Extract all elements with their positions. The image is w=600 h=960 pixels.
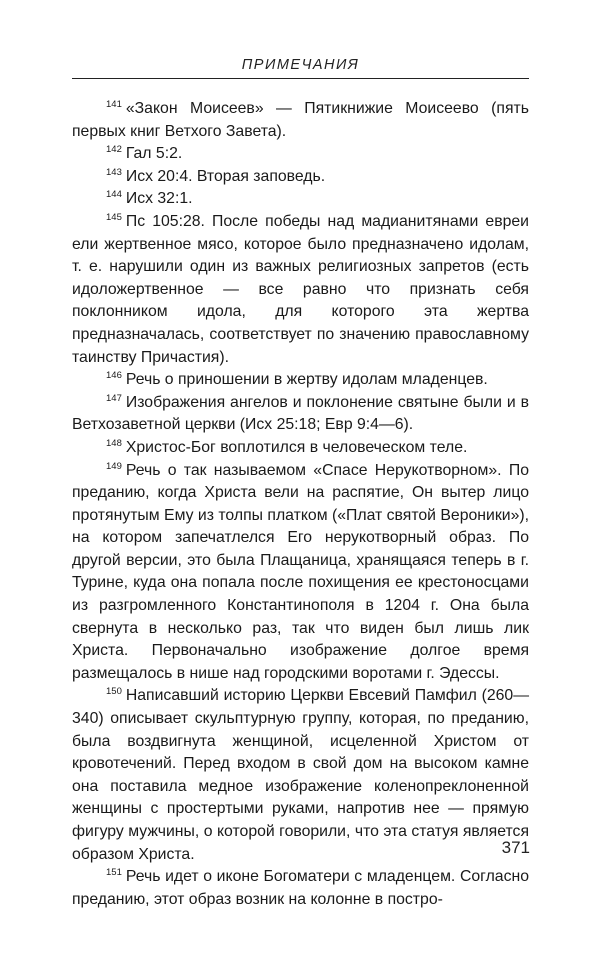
note-text: Пс 105:28. После победы над мадианитянами евреи ели жертвенное мясо, которое было предназначено идолам, т. е. нарушили один из важных религиозных запретов (есть идоложертвенное — все равно что признать себя поклонником идола, для которого эта жертва предназначалась, соответствует по значению православному таинству Причастия).: [72, 212, 529, 366]
note-number: 150: [106, 686, 122, 698]
endnote: [72, 460, 529, 686]
running-head: ПРИМЕЧАНИЯ: [241, 57, 360, 73]
header-rule: [72, 78, 529, 79]
endnote: [72, 211, 529, 369]
endnote: [72, 143, 529, 166]
note-number: 147: [106, 392, 122, 404]
endnote: [72, 685, 529, 866]
endnote: [72, 166, 529, 189]
note-number: 149: [106, 460, 122, 472]
endnote: [72, 866, 529, 911]
note-number: 151: [106, 867, 122, 879]
note-text: «Закон Моисеев» — Пятикнижие Моисеево (пять первых книг Ветхого Завета).: [72, 100, 529, 140]
note-text: Написавший историю Церкви Евсевий Памфил (260—340) описывает скульптурную группу, которая, по преданию, была воздвигнута женщиной, исцеленной Христом от кровотечений. Перед входом в свой дом на высоком камне она поставила медное изображение коленопреклоненной женщины с простертыми руками, напротив нее — прямую фигуру мужчины, о которой говорили, что эта статуя является образом Христа.: [72, 687, 529, 863]
note-number: 141: [106, 99, 122, 110]
note-number: 148: [106, 437, 122, 449]
note-text: Гал 5:2.: [125, 145, 183, 163]
endnote: [72, 437, 529, 460]
endnote: [72, 392, 529, 437]
note-text: Исх 20:4. Вторая заповедь.: [125, 167, 326, 185]
note-text: Речь о так называемом «Спасе Нерукотворном». По преданию, когда Христа вели на распятие, Он вытер лицо протянутым Ему из толпы платком («Плат святой Вероники»), на котором запечатлелся Его нерукотворный образ. По другой версии, это была Плащаница, хранящаяся теперь в г. Турине, куда она попала после похищения ее крестоносцами из разгромленного Константинополя в 1204 г. Она была свернута в несколько раз, так что виден был лишь лик Христа. Первоначально изображение долгое время размещалось в нише над городскими воротами г. Эдессы.: [72, 461, 529, 682]
endnote: [72, 98, 529, 143]
note-number: 142: [106, 144, 122, 156]
note-text: Исх 32:1.: [125, 190, 193, 208]
note-number: 146: [106, 370, 122, 382]
note-number: 145: [106, 211, 122, 223]
endnote: [72, 369, 529, 392]
note-text: Речь идет о иконе Богоматери с младенцем. Согласно преданию, этот образ возник на колонне в постро-: [72, 868, 529, 908]
note-text: Христос-Бог воплотился в человеческом теле.: [125, 438, 468, 456]
page-number: 371: [501, 838, 530, 857]
note-number: 143: [106, 166, 122, 178]
note-number: 144: [106, 189, 122, 201]
endnotes: [72, 98, 529, 911]
endnote: [72, 188, 529, 211]
note-text: Речь о приношении в жертву идолам младенцев.: [125, 371, 488, 389]
note-text: Изображения ангелов и поклонение святыне были и в Ветхозаветной церкви (Исх 25:18; Евр 9:4—6).: [72, 393, 529, 434]
